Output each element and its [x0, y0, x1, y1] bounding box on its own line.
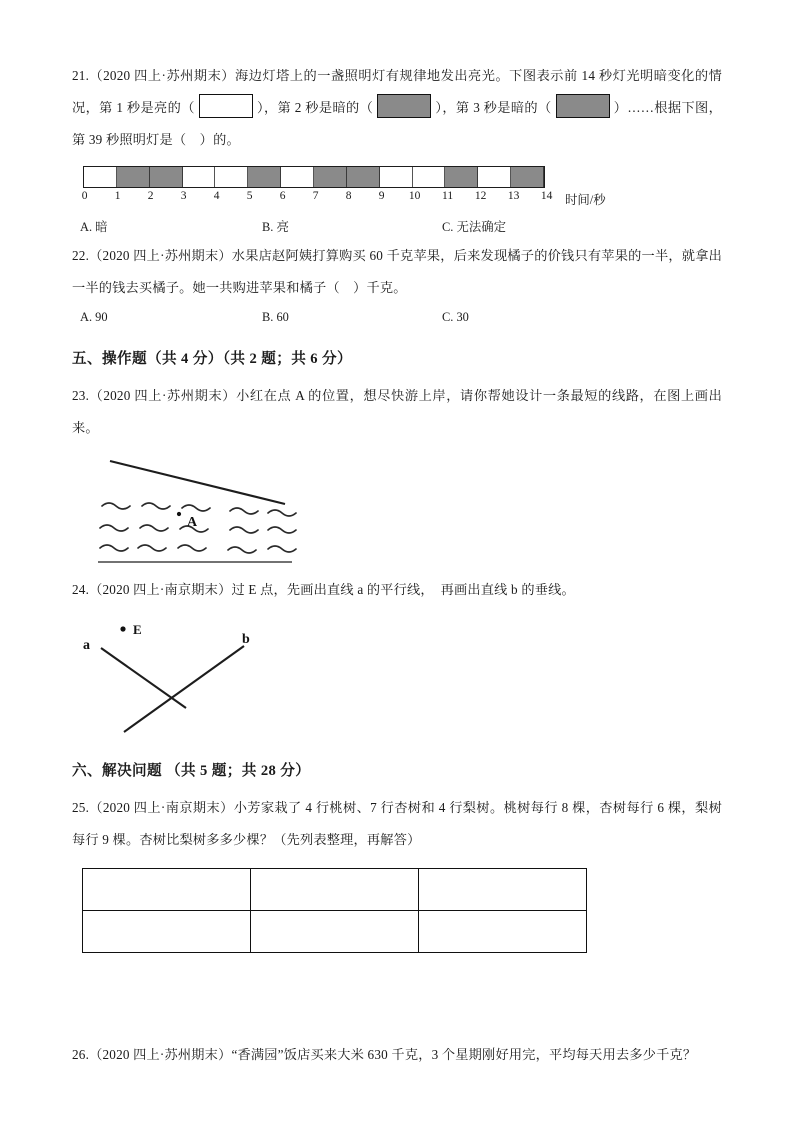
table-cell-r1-c1[interactable] — [251, 911, 419, 953]
lines-diagram-svg — [76, 616, 326, 734]
timing-strip-ticks — [83, 190, 553, 208]
q21-text-part1: 海边灯塔上的一盏照明灯有规律地发出亮光。下图表示前 14 秒灯光明暗变化的情况，第 1 秒是亮的（ — [72, 68, 722, 115]
q26-text: “香满园”饭店买来大米 630 千克，3 个星期刚好用完，平均每天用去多少千克？ — [231, 1047, 697, 1062]
q22-number: 22. — [72, 248, 90, 263]
q21-source: （2020 四上·苏州期末） — [89, 68, 235, 83]
timing-strip — [83, 166, 545, 188]
table-row — [83, 869, 587, 911]
question-26 — [72, 1039, 722, 1071]
table-cell-r1-c0[interactable] — [83, 911, 251, 953]
q24-number: 24. — [72, 582, 90, 597]
q21-answer-box-dark-2 — [556, 94, 610, 118]
tick-label-1: 1 — [114, 190, 121, 202]
river-diagram-svg — [80, 456, 400, 568]
table-cell-r1-c2[interactable] — [419, 911, 587, 953]
q21-answer-box-dark-1 — [377, 94, 431, 118]
q22-option-a[interactable]: A. 90 — [80, 310, 108, 324]
q21-option-c[interactable]: C. 无法确定 — [442, 220, 507, 234]
point-a-dot — [177, 512, 181, 516]
q24-source: （2020 四上·南京期末） — [89, 582, 232, 597]
tick-label-11: 11 — [442, 190, 454, 202]
timing-cell-2-3 — [150, 167, 183, 187]
timing-cell-9-10 — [380, 167, 413, 187]
q22-options — [72, 304, 722, 330]
line-a-label: a — [83, 638, 90, 653]
wave-row-2 — [100, 525, 296, 533]
question-23 — [72, 380, 722, 444]
point-a-label: A — [187, 515, 198, 530]
table-cell-r0-c0[interactable] — [83, 869, 251, 911]
q23-text: 小红在点 A 的位置，想尽快游上岸，请你帮她设计一条最短的线路，在图上画出来。 — [72, 388, 722, 435]
q21-text-part2: ），第 2 秒是暗的（ — [256, 100, 374, 115]
timing-cell-0-1 — [84, 167, 117, 187]
tick-label-12: 12 — [474, 190, 487, 202]
line-b — [124, 646, 244, 732]
q25-number: 25. — [72, 800, 90, 815]
tick-label-3: 3 — [180, 190, 187, 202]
section-heading-6: 六、解决问题 （共 5 题；共 28 分） — [72, 763, 311, 779]
q22-source: （2020 四上·苏州期末） — [89, 248, 232, 263]
q26-number: 26. — [72, 1047, 90, 1062]
question-25 — [72, 792, 722, 856]
q25-text: 小芳家栽了 4 行桃树、7 行杏树和 4 行梨树。桃树每行 8 棵，杏树每行 6 棵，梨树每行 9 棵。杏树比梨树多多少棵？（先列表整理，再解答） — [72, 800, 722, 847]
table-cell-r0-c1[interactable] — [251, 869, 419, 911]
table-cell-r0-c2[interactable] — [419, 869, 587, 911]
tick-label-7: 7 — [312, 190, 319, 202]
point-e-dot — [120, 626, 125, 631]
question-24 — [72, 574, 722, 606]
wave-row-3 — [100, 545, 296, 553]
line-b-label: b — [242, 632, 250, 647]
q24-text: 过 E 点，先画出直线 a 的平行线， 再画出直线 b 的垂线。 — [231, 582, 575, 597]
q22-text: 水果店赵阿姨打算购买 60 千克苹果，后来发现橘子的价钱只有苹果的一半，就拿出一半的钱去买橘子。她一共购进苹果和橘子（ ）千克。 — [72, 248, 723, 295]
timing-cell-7-8 — [314, 167, 347, 187]
riverbank-line — [110, 461, 285, 504]
tick-label-8: 8 — [345, 190, 352, 202]
q21-option-a[interactable]: A. 暗 — [80, 220, 108, 234]
question-22 — [72, 240, 722, 304]
tick-label-4: 4 — [213, 190, 220, 202]
timing-cell-3-4 — [183, 167, 216, 187]
q25-source: （2020 四上·南京期末） — [89, 800, 234, 815]
tick-label-2: 2 — [147, 190, 154, 202]
tick-label-14: 14 — [540, 190, 553, 202]
q23-river-figure — [80, 456, 400, 568]
q23-source: （2020 四上·苏州期末） — [89, 388, 237, 403]
tick-label-13: 13 — [507, 190, 520, 202]
q22-option-c[interactable]: C. 30 — [442, 310, 469, 324]
q24-lines-figure — [76, 616, 326, 734]
tick-label-6: 6 — [279, 190, 286, 202]
q23-number: 23. — [72, 388, 90, 403]
table-row — [83, 911, 587, 953]
timing-cell-6-7 — [281, 167, 314, 187]
q21-answer-box-light — [199, 94, 253, 118]
tick-label-5: 5 — [246, 190, 253, 202]
tick-label-9: 9 — [378, 190, 385, 202]
timing-cell-1-2 — [117, 167, 150, 187]
q21-timing-chart — [83, 166, 722, 212]
timing-cell-8-9 — [347, 167, 380, 187]
q21-text-part3: ），第 3 秒是暗的（ — [435, 100, 552, 115]
tick-label-0: 0 — [81, 190, 88, 202]
q25-answer-table[interactable] — [82, 868, 587, 953]
question-21 — [72, 60, 722, 156]
q25-work-space — [72, 957, 722, 1013]
timing-cell-5-6 — [248, 167, 281, 187]
q22-option-b[interactable]: B. 60 — [262, 310, 289, 324]
timing-cell-11-12 — [445, 167, 478, 187]
line-a — [101, 648, 186, 708]
tick-label-10: 10 — [408, 190, 421, 202]
wave-row-1 — [102, 503, 296, 516]
q25-work-space-extra — [72, 1013, 722, 1039]
q26-source: （2020 四上·苏州期末） — [89, 1047, 232, 1062]
q21-text-part4: ）……根据下图，第 39 秒照明灯是（ ）的。 — [72, 100, 723, 147]
timing-axis-label: 时间/秒 — [565, 193, 606, 207]
q21-number: 21. — [72, 68, 90, 83]
q21-options — [72, 214, 722, 240]
point-e-label: E — [133, 622, 142, 637]
section-heading-5: 五、操作题（共 4 分）（共 2 题；共 6 分） — [72, 351, 352, 367]
timing-cell-10-11 — [413, 167, 446, 187]
q21-option-b[interactable]: B. 亮 — [262, 220, 289, 234]
page-content — [72, 60, 722, 1071]
timing-cell-12-13 — [478, 167, 511, 187]
timing-cell-4-5 — [215, 167, 248, 187]
timing-cell-13-14 — [511, 167, 544, 187]
